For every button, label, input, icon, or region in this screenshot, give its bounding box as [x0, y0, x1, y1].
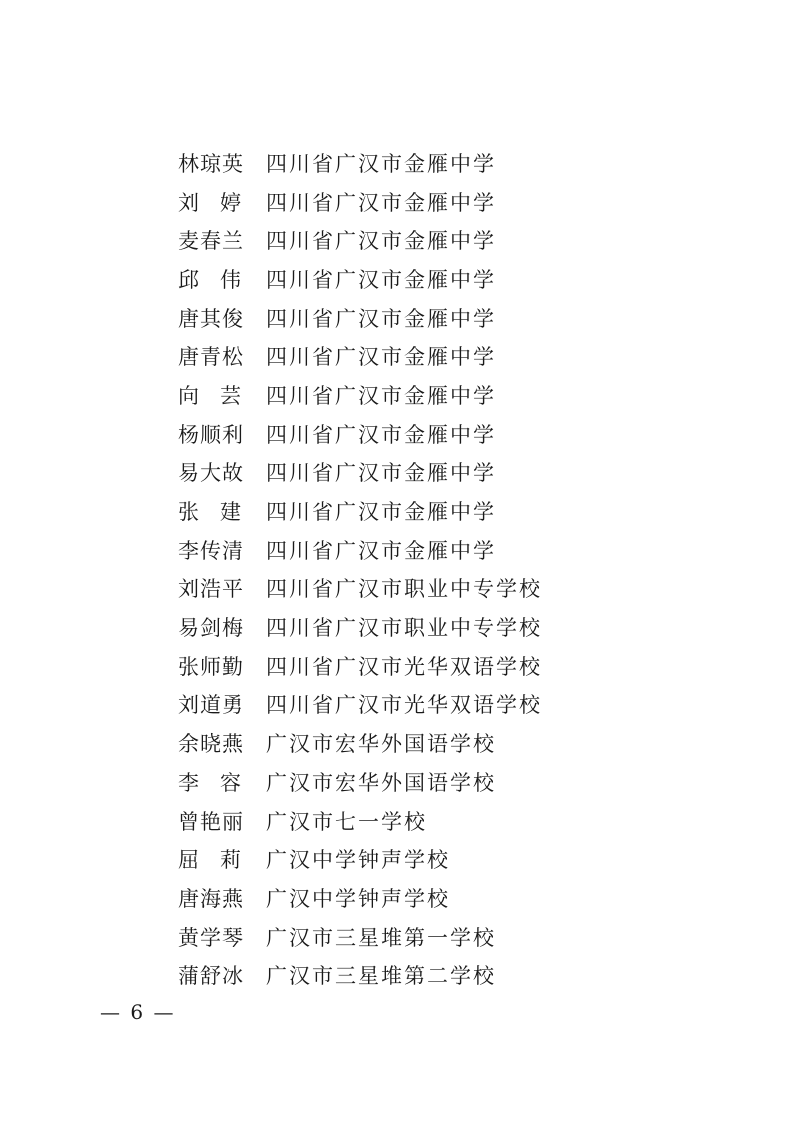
- person-name: 邱 伟: [178, 267, 242, 292]
- list-item: [178, 532, 542, 571]
- list-item: [178, 803, 542, 842]
- organization-name: 四川省广汉市金雁中学: [266, 151, 496, 176]
- organization-name: 四川省广汉市金雁中学: [266, 267, 496, 292]
- list-item: [178, 493, 542, 532]
- list-item: [178, 648, 542, 687]
- organization-name: 四川省广汉市金雁中学: [266, 538, 496, 563]
- organization-name: 四川省广汉市金雁中学: [266, 345, 496, 370]
- list-item: [178, 300, 542, 339]
- list-item: [178, 764, 542, 803]
- list-item: [178, 338, 542, 377]
- person-name: 屈 莉: [178, 848, 242, 873]
- name-list: [178, 145, 542, 996]
- organization-name: 广汉中学钟声学校: [266, 848, 450, 873]
- organization-name: 广汉市宏华外国语学校: [266, 770, 496, 795]
- organization-name: 四川省广汉市金雁中学: [266, 500, 496, 525]
- list-item: [178, 145, 542, 184]
- person-name: 唐其俊: [178, 306, 244, 331]
- person-name: 曾艳丽: [178, 809, 244, 834]
- list-item: [178, 919, 542, 958]
- list-item: [178, 222, 542, 261]
- person-name: 黄学琴: [178, 925, 244, 950]
- person-name: 李传清: [178, 538, 244, 563]
- person-name: 张 建: [178, 500, 242, 525]
- organization-name: 四川省广汉市金雁中学: [266, 461, 496, 486]
- list-item: [178, 416, 542, 455]
- list-item: [178, 261, 542, 300]
- list-item: [178, 880, 542, 919]
- person-name: 刘浩平: [178, 577, 244, 602]
- person-name: 刘 婷: [178, 190, 242, 215]
- person-name: 余晓燕: [178, 732, 244, 757]
- organization-name: 广汉市宏华外国语学校: [266, 732, 496, 757]
- organization-name: 四川省广汉市职业中专学校: [266, 616, 542, 641]
- list-item: [178, 571, 542, 610]
- organization-name: 广汉市七一学校: [266, 809, 427, 834]
- list-item: [178, 609, 542, 648]
- person-name: 刘道勇: [178, 693, 244, 718]
- person-name: 唐海燕: [178, 886, 244, 911]
- page-number: — 6 —: [100, 1000, 176, 1024]
- person-name: 李 容: [178, 770, 242, 795]
- person-name: 蒲舒冰: [178, 964, 244, 989]
- list-item: [178, 725, 542, 764]
- person-name: 麦春兰: [178, 229, 244, 254]
- person-name: 易剑梅: [178, 616, 244, 641]
- organization-name: 四川省广汉市金雁中学: [266, 229, 496, 254]
- organization-name: 四川省广汉市职业中专学校: [266, 577, 542, 602]
- list-item: [178, 377, 542, 416]
- person-name: 杨顺利: [178, 422, 244, 447]
- list-item: [178, 957, 542, 996]
- organization-name: 四川省广汉市金雁中学: [266, 383, 496, 408]
- organization-name: 广汉中学钟声学校: [266, 886, 450, 911]
- person-name: 唐青松: [178, 345, 244, 370]
- organization-name: 广汉市三星堆第一学校: [266, 925, 496, 950]
- organization-name: 四川省广汉市金雁中学: [266, 422, 496, 447]
- organization-name: 四川省广汉市金雁中学: [266, 306, 496, 331]
- person-name: 林琼英: [178, 151, 244, 176]
- organization-name: 广汉市三星堆第二学校: [266, 964, 496, 989]
- list-item: [178, 184, 542, 223]
- person-name: 向 芸: [178, 383, 242, 408]
- list-item: [178, 687, 542, 726]
- organization-name: 四川省广汉市光华双语学校: [266, 654, 542, 679]
- list-item: [178, 455, 542, 494]
- person-name: 易大故: [178, 461, 244, 486]
- organization-name: 四川省广汉市光华双语学校: [266, 693, 542, 718]
- organization-name: 四川省广汉市金雁中学: [266, 190, 496, 215]
- person-name: 张师勤: [178, 654, 244, 679]
- list-item: [178, 841, 542, 880]
